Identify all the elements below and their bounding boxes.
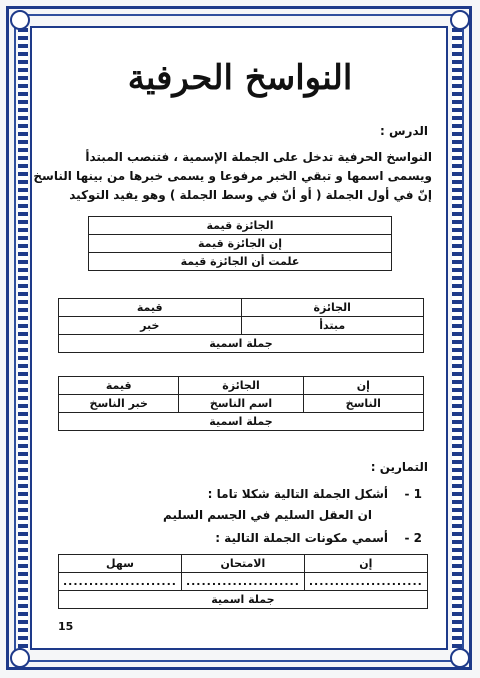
- right-border-pattern: [452, 20, 462, 658]
- example-cell: الجائزة قيمة: [89, 217, 392, 235]
- table-footer-cell: جملة اسمية: [59, 413, 424, 431]
- left-border-pattern: [18, 20, 28, 658]
- nominal-sentence-table: [58, 298, 424, 353]
- example-cell: علمت أن الجائزة قيمة: [89, 253, 392, 271]
- lesson-line: النواسخ الحرفية تدخل على الجملة الإسمية ، فتنصب المبتدأ: [85, 150, 432, 164]
- exercise-instruction: أشكل الجملة التالية شكلا تاما :: [207, 487, 388, 501]
- corner-ornament: [10, 10, 30, 30]
- table-cell: قيمة: [59, 377, 179, 395]
- table-footer-cell: جملة اسمية: [59, 335, 424, 353]
- table-cell: الجائزة: [241, 299, 424, 317]
- exercises-label: التمارين :: [370, 460, 428, 474]
- inna-sentence-table: [58, 376, 424, 431]
- answer-blank[interactable]: ......................: [304, 573, 427, 591]
- table-cell: الناسخ: [303, 395, 423, 413]
- exercise-sentence: ان العقل السليم في الجسم السليم: [163, 508, 372, 522]
- corner-ornament: [450, 648, 470, 668]
- example-cell: إن الجائزة قيمة: [89, 235, 392, 253]
- exercise-table: [58, 554, 428, 609]
- table-footer-cell: جملة اسمية: [59, 591, 428, 609]
- lesson-label: الدرس :: [380, 124, 428, 138]
- table-cell: إن: [303, 377, 423, 395]
- exercise-number: 2 -: [404, 531, 422, 545]
- table-cell: إن: [304, 555, 427, 573]
- table-cell: مبتدأ: [241, 317, 424, 335]
- page-number: 15: [58, 620, 74, 633]
- table-cell: الجائزة: [179, 377, 303, 395]
- page-title: النواسخ الحرفية: [127, 58, 353, 98]
- lesson-line: إنّ في أول الجملة ( أو أنّ في وسط الجملة ) وهو يفيد التوكيد: [69, 188, 432, 202]
- exercise-instruction: أسمي مكونات الجملة التالية :: [215, 531, 388, 545]
- table-cell: خبر: [59, 317, 242, 335]
- exercise-number: 1 -: [404, 487, 422, 501]
- answer-blank[interactable]: ......................: [59, 573, 182, 591]
- answer-blank[interactable]: ......................: [181, 573, 304, 591]
- table-cell: اسم الناسخ: [179, 395, 303, 413]
- table-cell: سهل: [59, 555, 182, 573]
- corner-ornament: [10, 648, 30, 668]
- table-cell: الامتحان: [181, 555, 304, 573]
- examples-table: [88, 216, 392, 271]
- table-cell: قيمة: [59, 299, 242, 317]
- corner-ornament: [450, 10, 470, 30]
- lesson-line: ويسمى اسمها و تبقي الخبر مرفوعا و يسمى خبرها من بينها الناسخ: [33, 169, 432, 183]
- table-cell: خبر الناسخ: [59, 395, 179, 413]
